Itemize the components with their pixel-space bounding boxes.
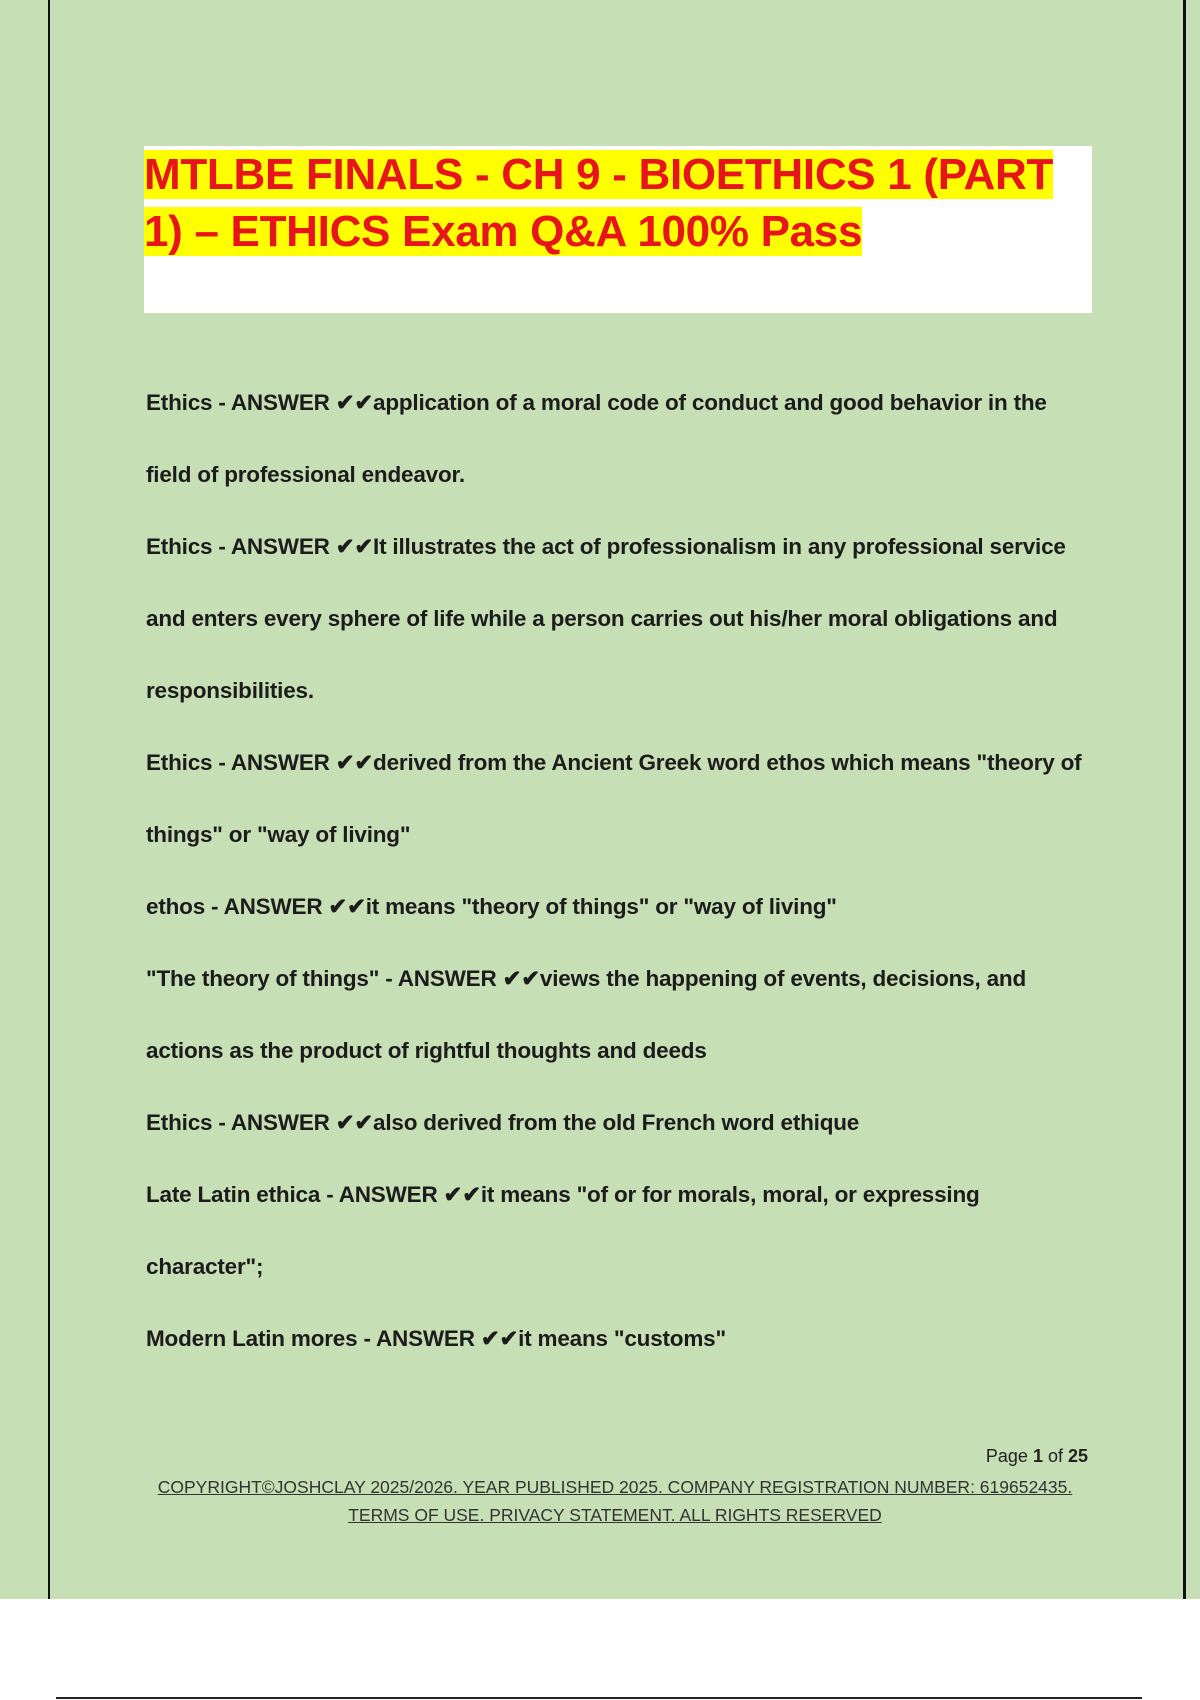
title-block bbox=[144, 146, 1092, 313]
page-current: 1 bbox=[1032, 1446, 1043, 1466]
left-margin-rule bbox=[48, 0, 50, 1599]
qa-item: Late Latin ethica - ANSWER ✔✔it means "of or for morals, moral, or expressing character"; bbox=[146, 1182, 980, 1279]
document-title bbox=[144, 146, 1092, 260]
qa-item: Ethics - ANSWER ✔✔also derived from the old French word ethique bbox=[146, 1110, 860, 1135]
qa-item: Ethics - ANSWER ✔✔application of a moral code of conduct and good behavior in the field of professional endeavor. bbox=[146, 390, 1047, 487]
page-number bbox=[900, 1446, 1088, 1467]
page-prefix: Page bbox=[985, 1446, 1033, 1466]
qa-list bbox=[146, 367, 1096, 1375]
document-title-text: MTLBE FINALS - CH 9 - BIOETHICS 1 (PART 1) – ETHICS Exam Q&A 100% Pass bbox=[144, 150, 1054, 256]
right-margin-rule bbox=[1183, 0, 1186, 1599]
qa-item: Ethics - ANSWER ✔✔It illustrates the act of professionalism in any professional service and enters every sphere of life while a person carries out his/her moral obligations and responsibilities. bbox=[146, 534, 1066, 703]
qa-item: Ethics - ANSWER ✔✔derived from the Ancient Greek word ethos which means "theory of things" or "way of living" bbox=[146, 750, 1082, 847]
qa-item: "The theory of things" - ANSWER ✔✔views the happening of events, decisions, and actions as the product of rightful thoughts and deeds bbox=[146, 966, 1027, 1063]
copyright-notice[interactable]: COPYRIGHT©JOSHCLAY 2025/2026. YEAR PUBLISHED 2025. COMPANY REGISTRATION NUMBER: 619652435. TERMS OF USE. PRIVACY STATEMENT. ALL RIGHTS RESERVED bbox=[157, 1477, 1073, 1525]
page-mid: of bbox=[1042, 1446, 1068, 1466]
next-page-top-rule bbox=[56, 1697, 1142, 1699]
page-total: 25 bbox=[1067, 1446, 1088, 1466]
qa-item: Modern Latin mores - ANSWER ✔✔it means "customs" bbox=[146, 1326, 726, 1351]
qa-item: ethos - ANSWER ✔✔it means "theory of things" or "way of living" bbox=[146, 894, 837, 919]
